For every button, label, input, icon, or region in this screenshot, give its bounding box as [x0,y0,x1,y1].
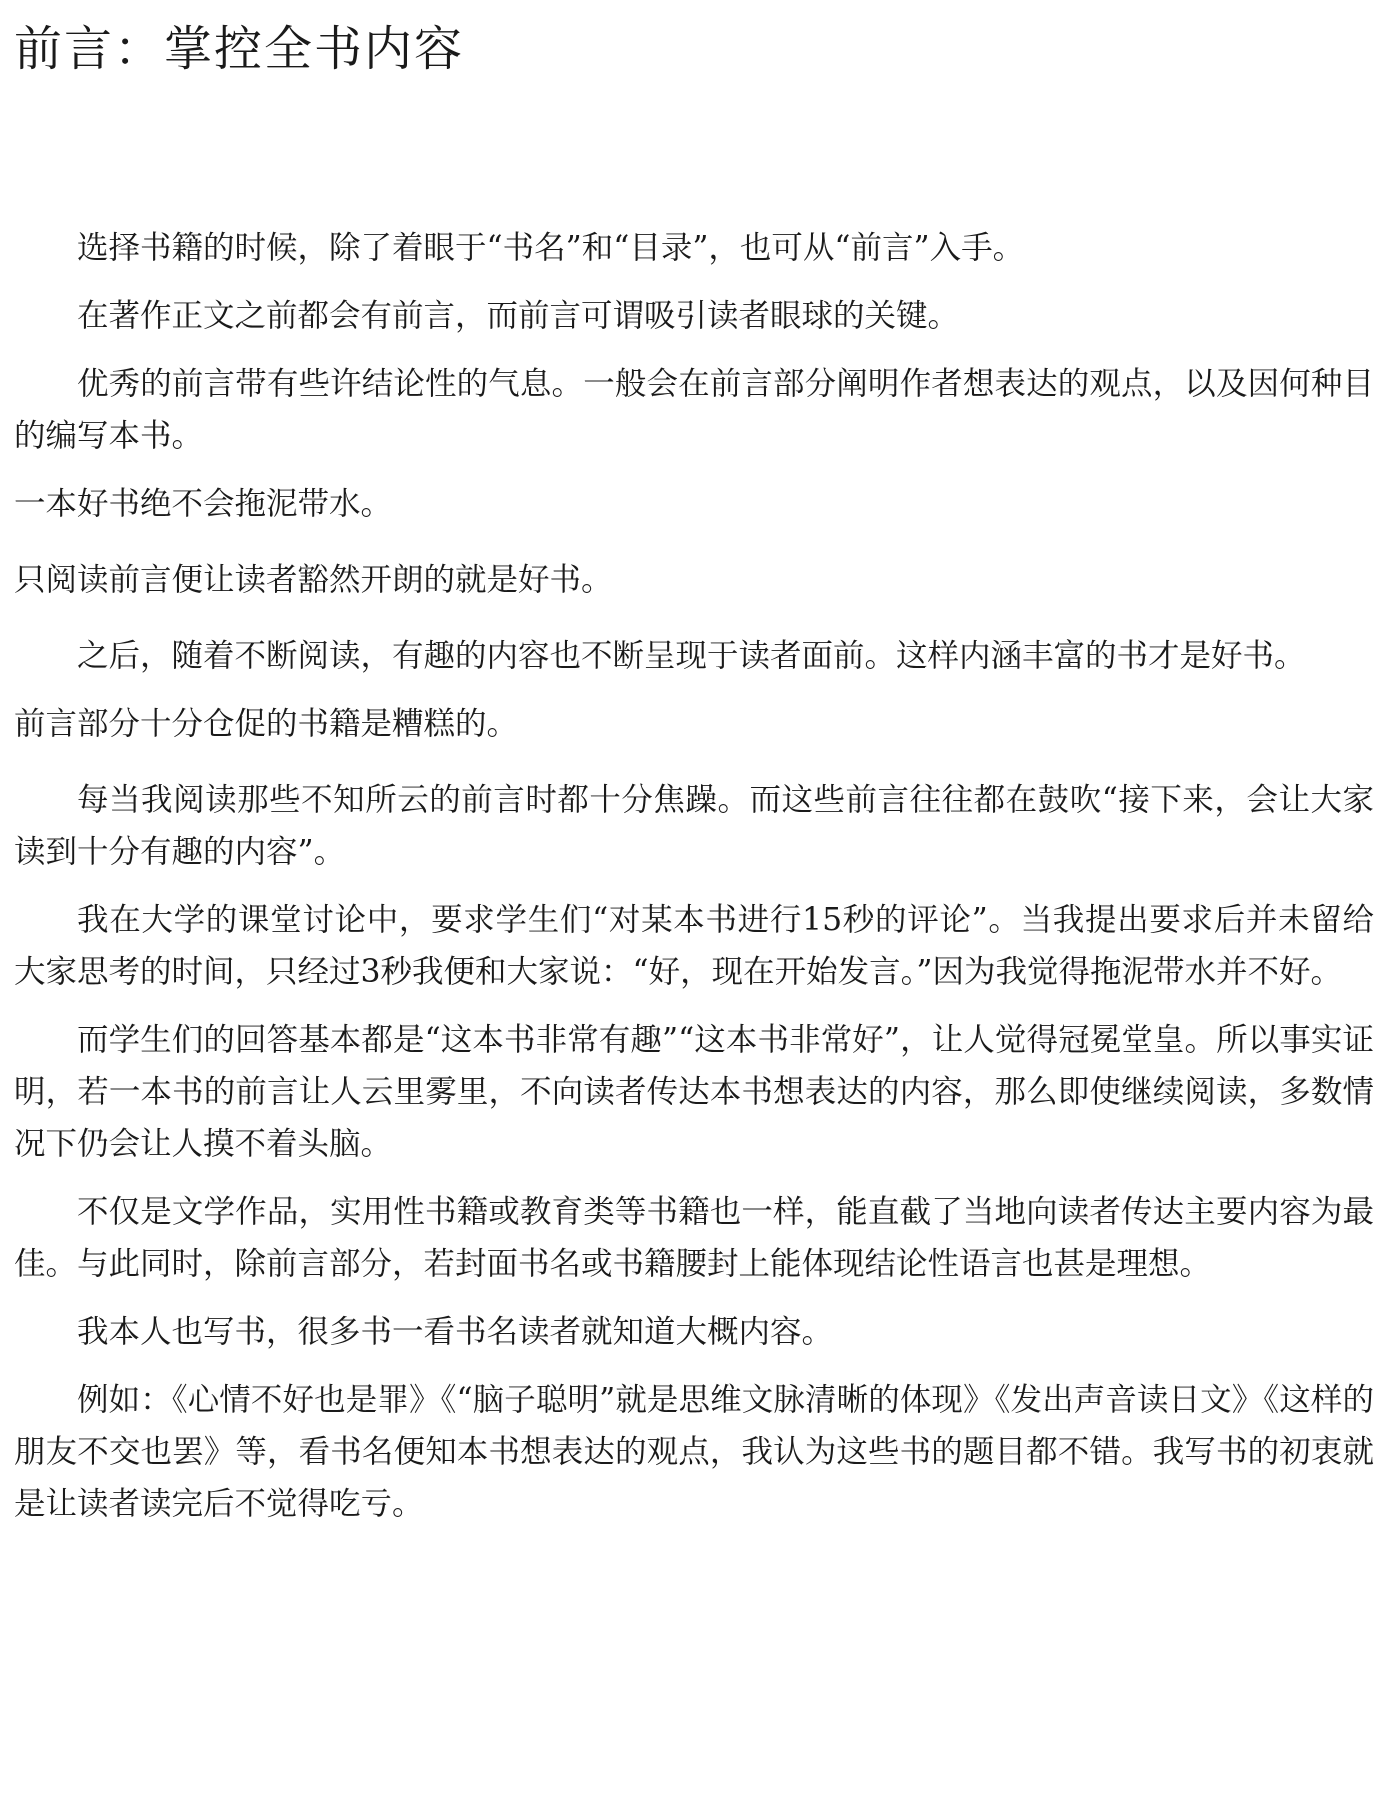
paragraph: 每当我阅读那些不知所云的前言时都十分焦躁。而这些前言往往都在鼓吹“接下来，会让大家读到十分有趣的内容”。 [14,782,1374,870]
paragraph: 我在大学的课堂讨论中，要求学生们“对某本书进行15秒的评论”。当我提出要求后并未留给大家思考的时间，只经过3秒我便和大家说：“好，现在开始发言。”因为我觉得拖泥带水并不好。 [14,902,1374,990]
paragraph: 我本人也写书，很多书一看书名读者就知道大概内容。 [77,1314,834,1350]
paragraph: 不仅是文学作品，实用性书籍或教育类等书籍也一样，能直截了当地向读者传达主要内容为最佳。与此同时，除前言部分，若封面书名或书籍腰封上能体现结论性语言也甚是理想。 [14,1194,1374,1282]
paragraph: 只阅读前言便让读者豁然开朗的就是好书。 [14,562,613,598]
paragraph: 在著作正文之前都会有前言，而前言可谓吸引读者眼球的关键。 [77,298,960,334]
paragraph: 前言部分十分仓促的书籍是糟糕的。 [14,706,519,742]
paragraph: 选择书籍的时候，除了着眼于“书名”和“目录”，也可从“前言”入手。 [77,230,1025,266]
paragraph: 之后，随着不断阅读，有趣的内容也不断呈现于读者面前。这样内涵丰富的书才是好书。 [77,638,1306,674]
chapter-title: 前言：掌控全书内容 [14,21,465,77]
paragraph: 例如：《心情不好也是罪》《“脑子聪明”就是思维文脉清晰的体现》《发出声音读日文》《这样的朋友不交也罢》等，看书名便知本书想表达的观点，我认为这些书的题目都不错。我写书的初衷就是让读者读完后不觉得吃亏。 [14,1382,1374,1522]
paragraph: 一本好书绝不会拖泥带水。 [14,486,393,522]
document-page [14,0,1374,1546]
body-text [14,222,1374,1530]
paragraph: 而学生们的回答基本都是“这本书非常有趣”“这本书非常好”，让人觉得冠冕堂皇。所以事实证明，若一本书的前言让人云里雾里，不向读者传达本书想表达的内容，那么即使继续阅读，多数情况下仍会让人摸不着头脑。 [14,1022,1374,1162]
paragraph: 优秀的前言带有些许结论性的气息。一般会在前言部分阐明作者想表达的观点，以及因何种目的编写本书。 [14,366,1374,454]
